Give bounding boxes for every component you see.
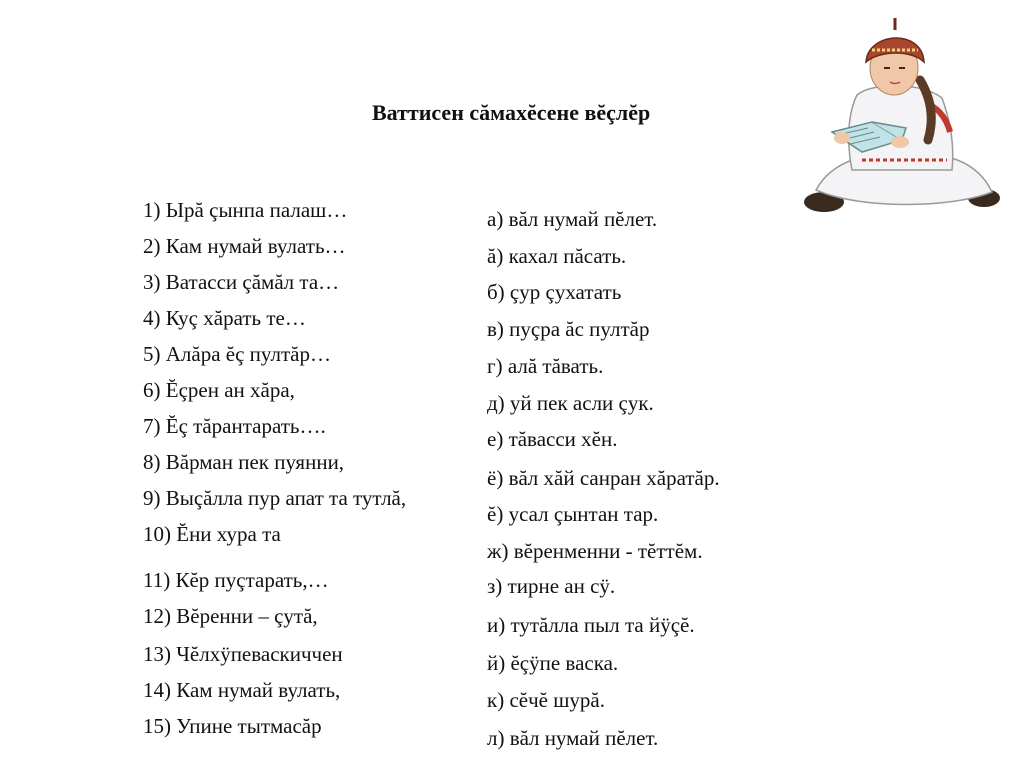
proverb-ending-item: ĕ) усал çынтан тар.	[487, 502, 659, 526]
proverb-beginning-item: 13) Чĕлхÿпеваскиччен	[143, 642, 343, 666]
proverb-ending-item: б) çур çухатать	[487, 280, 622, 304]
hand-shape	[834, 132, 850, 144]
proverb-ending-item: ё) вăл хăй санран хăратăр.	[487, 466, 720, 490]
proverb-ending-item: а) вăл нумай пĕлет.	[487, 207, 658, 231]
proverb-ending-item: к) сĕчĕ шурă.	[487, 688, 605, 712]
proverb-ending-item: ж) вĕренменни - тĕттĕм.	[487, 539, 703, 563]
proverb-beginning-item: 5) Алăра ĕç пултăр…	[143, 342, 331, 366]
proverb-ending-item: в) пуçра ăс пултăр	[487, 317, 650, 341]
proverb-beginning-item: 3) Ватасси çăмăл та…	[143, 270, 340, 294]
proverb-ending-item: й) ĕçÿпе васка.	[487, 651, 619, 675]
proverb-beginning-item: 14) Кам нумай вулать,	[143, 678, 341, 702]
proverb-ending-item: д) уй пек асли çук.	[487, 391, 654, 415]
proverb-beginning-item: 10) Ĕни хура та	[143, 522, 281, 546]
proverb-beginning-item: 6) Ĕçрен ан хăра,	[143, 378, 295, 402]
proverb-beginning-item: 12) Вĕренни – çутă,	[143, 604, 318, 628]
proverb-beginning-item: 9) Выçăлла пур апат та тутлă,	[143, 486, 407, 510]
proverb-beginning-item: 2) Кам нумай вулать…	[143, 234, 346, 258]
proverb-ending-item: и) тутăлла пыл та йÿçĕ.	[487, 613, 695, 637]
proverb-ending-item: з) тирне ан сÿ.	[487, 574, 616, 598]
proverb-beginning-item: 1) Ырă çынпа палаш…	[143, 198, 348, 222]
proverb-ending-item: ă) кахал пăсать.	[487, 244, 627, 268]
girl-reading-book-icon	[802, 10, 1002, 225]
proverb-ending-item: г) алă тăвать.	[487, 354, 604, 378]
page-title: Ваттисен сăмахĕсене вĕçлĕр	[372, 100, 651, 125]
proverb-beginning-item: 4) Куç хăрать те…	[143, 306, 306, 330]
hand-shape	[891, 136, 909, 148]
proverb-ending-item: л) вăл нумай пĕлет.	[487, 726, 659, 750]
proverb-beginning-item: 15) Упине тытмасăр	[143, 714, 322, 738]
proverb-beginning-item: 7) Ĕç тăрантарать….	[143, 414, 326, 438]
proverb-ending-item: е) тăвасси хĕн.	[487, 427, 618, 451]
proverb-beginning-item: 11) Кĕр пуçтарать,…	[143, 568, 329, 592]
proverb-beginning-item: 8) Вăрман пек пуянни,	[143, 450, 345, 474]
